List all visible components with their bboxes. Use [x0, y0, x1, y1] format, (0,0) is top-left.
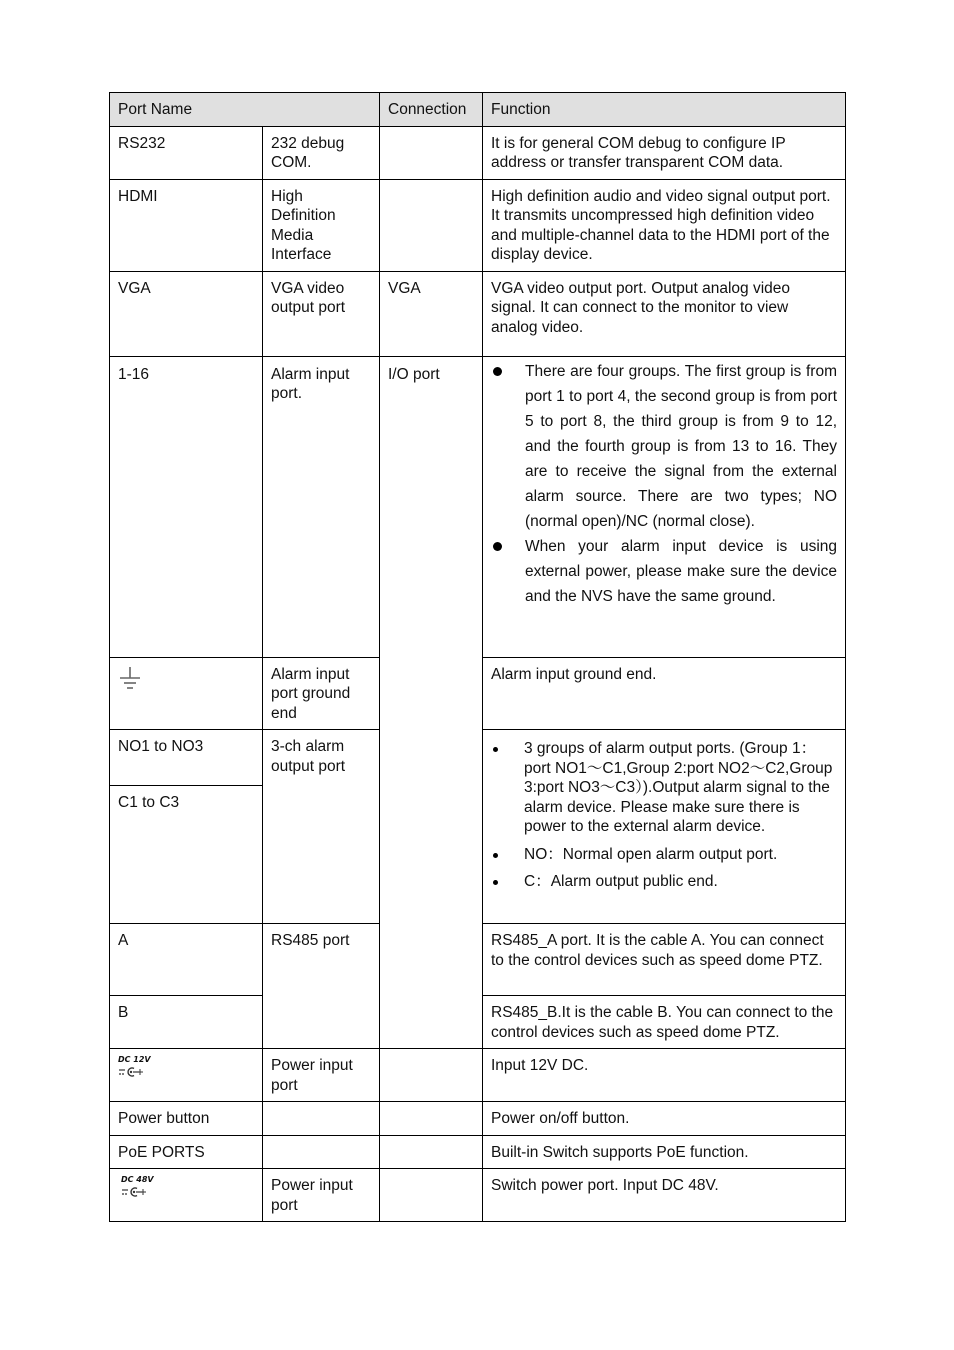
bullet-icon	[493, 880, 498, 885]
port-icon-cell	[110, 1049, 263, 1102]
header-function: Function	[483, 93, 846, 127]
function-cell: High definition audio and video signal output port. It transmits uncompressed high definition video and multiple-channel data to the HDMI port of the display device.	[483, 179, 846, 271]
port-desc-cell: High Definition Media Interface	[263, 179, 380, 271]
port-name-cell: 1-16	[110, 356, 263, 657]
port-desc-cell: Power input port	[263, 1169, 380, 1222]
port-desc-cell: Power input port	[263, 1049, 380, 1102]
bullet-icon	[493, 853, 498, 858]
port-name-cell: RS232	[110, 126, 263, 179]
port-desc-cell	[263, 1102, 380, 1136]
table-row	[110, 271, 846, 356]
port-desc-cell: VGA video output port	[263, 271, 380, 356]
table-row	[110, 1169, 846, 1222]
port-name-cell: NO1 to NO3	[110, 730, 263, 786]
port-name-cell: PoE PORTS	[110, 1135, 263, 1169]
port-desc-cell	[263, 1135, 380, 1169]
function-cell	[483, 356, 846, 657]
connection-cell: VGA	[380, 271, 483, 356]
connection-cell	[380, 1135, 483, 1169]
port-icon-cell	[110, 1169, 263, 1222]
dc-48v-power-icon: DC 48V	[121, 1176, 154, 1204]
bullet-icon	[493, 367, 502, 376]
list-item: 3 groups of alarm output ports. (Group 1：port NO1～C1,Group 2:port NO2～C2,Group 3:port NO3～C3）).Output alarm signal to the alarm device. Please make sure there is power to the external alarm device.	[491, 739, 837, 837]
list-item: There are four groups. The first group is from port 1 to port 4, the second group is from port 5 to port 8, the third group is from 9 to 12, and the fourth group is from 13 to 16. They are to receive the signal from the external alarm source. There are two types; NO (normal open)/NC (normal close).	[491, 359, 837, 534]
function-cell: Alarm input ground end.	[483, 657, 846, 730]
table-row	[110, 356, 846, 657]
port-desc-cell: RS485 port	[263, 924, 380, 1049]
list-item: When your alarm input device is using external power, please make sure the device and the NVS have the same ground.	[491, 534, 837, 609]
table-row	[110, 1135, 846, 1169]
port-desc-cell: 3-ch alarm output port	[263, 730, 380, 924]
connection-cell	[380, 1049, 483, 1102]
port-name-cell: A	[110, 924, 263, 996]
function-cell: Built-in Switch supports PoE function.	[483, 1135, 846, 1169]
port-name-cell: B	[110, 996, 263, 1049]
bullet-icon	[493, 542, 502, 551]
function-cell: RS485_A port. It is the cable A. You can connect to the control devices such as speed dome PTZ.	[483, 924, 846, 996]
connection-cell	[380, 179, 483, 271]
list-item: C：Alarm output public end.	[491, 872, 837, 892]
table-header-row	[110, 93, 846, 127]
port-name-cell: C1 to C3	[110, 786, 263, 924]
port-icon-cell	[110, 657, 263, 730]
function-cell: VGA video output port. Output analog video signal. It can connect to the monitor to view analog video.	[483, 271, 846, 356]
alarm-input-bullets	[491, 359, 837, 609]
dc-12v-power-icon: DC 12V	[118, 1056, 151, 1084]
port-name-cell: HDMI	[110, 179, 263, 271]
header-connection: Connection	[380, 93, 483, 127]
function-cell	[483, 730, 846, 924]
table-row	[110, 179, 846, 271]
alarm-output-bullets	[491, 739, 837, 892]
table-row	[110, 1049, 846, 1102]
header-port-name: Port Name	[110, 93, 380, 127]
port-desc-cell: Alarm input port.	[263, 356, 380, 657]
connection-cell	[380, 1169, 483, 1222]
table-row	[110, 1102, 846, 1136]
connection-cell	[380, 1102, 483, 1136]
function-cell: Input 12V DC.	[483, 1049, 846, 1102]
port-table	[109, 92, 846, 1222]
connection-cell: I/O port	[380, 356, 483, 1049]
port-desc-cell: 232 debug COM.	[263, 126, 380, 179]
port-name-cell: Power button	[110, 1102, 263, 1136]
function-cell: RS485_B.It is the cable B. You can connect to the control devices such as speed dome PTZ.	[483, 996, 846, 1049]
port-name-cell: VGA	[110, 271, 263, 356]
list-item: NO：Normal open alarm output port.	[491, 845, 837, 865]
connection-cell	[380, 126, 483, 179]
port-desc-cell: Alarm input port ground end	[263, 657, 380, 730]
function-cell: Power on/off button.	[483, 1102, 846, 1136]
function-cell: Switch power port. Input DC 48V.	[483, 1169, 846, 1222]
table-row	[110, 126, 846, 179]
function-cell: It is for general COM debug to configure IP address or transfer transparent COM data.	[483, 126, 846, 179]
ground-icon	[118, 665, 142, 691]
bullet-icon	[493, 747, 498, 752]
